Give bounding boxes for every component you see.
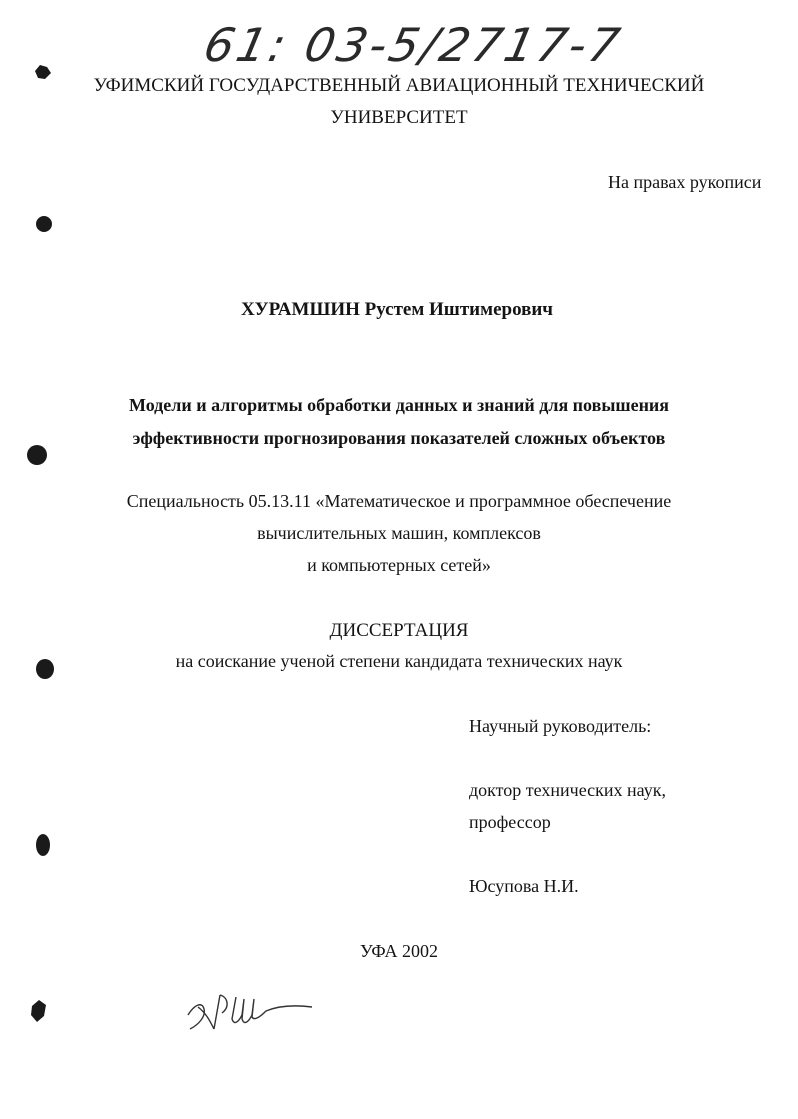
university-name-line2: УНИВЕРСИТЕТ	[330, 107, 468, 128]
specialty-line3: и компьютерных сетей»	[307, 555, 491, 575]
author-name: ХУРАМШИН Рустем Иштимерович	[240, 299, 554, 320]
advisor-label: Научный руководитель:	[469, 716, 652, 736]
handwritten-stamp-number: 61: 03-5/2717-7	[199, 18, 628, 72]
university-name-line1: УФИМСКИЙ ГОСУДАРСТВЕННЫЙ АВИАЦИОННЫЙ ТЕХНИЧЕСКИЙ	[93, 75, 705, 96]
handwritten-signature	[180, 985, 320, 1035]
specialty-line1: Специальность 05.13.11 «Математическое и программное обеспечение	[126, 491, 672, 511]
advisor-name: Юсупова Н.И.	[469, 876, 579, 896]
dissertation-title-line2: эффективности прогнозирования показателей сложных объектов	[132, 428, 666, 448]
punch-hole-5	[34, 832, 52, 858]
dissertation-title-line1: Модели и алгоритмы обработки данных и знаний для повышения	[128, 395, 670, 415]
document-type-heading: ДИССЕРТАЦИЯ	[329, 620, 469, 641]
rights-note: На правах рукописи	[608, 172, 762, 192]
punch-hole-6	[28, 998, 50, 1024]
advisor-degree-line2: профессор	[469, 812, 551, 832]
degree-purpose: на соискание ученой степени кандидата технических наук	[175, 651, 623, 671]
specialty-line2: вычислительных машин, комплексов	[257, 523, 541, 543]
punch-hole-2	[34, 214, 54, 234]
advisor-degree-line1: доктор технических наук,	[469, 780, 666, 800]
place-year: УФА 2002	[360, 941, 438, 961]
